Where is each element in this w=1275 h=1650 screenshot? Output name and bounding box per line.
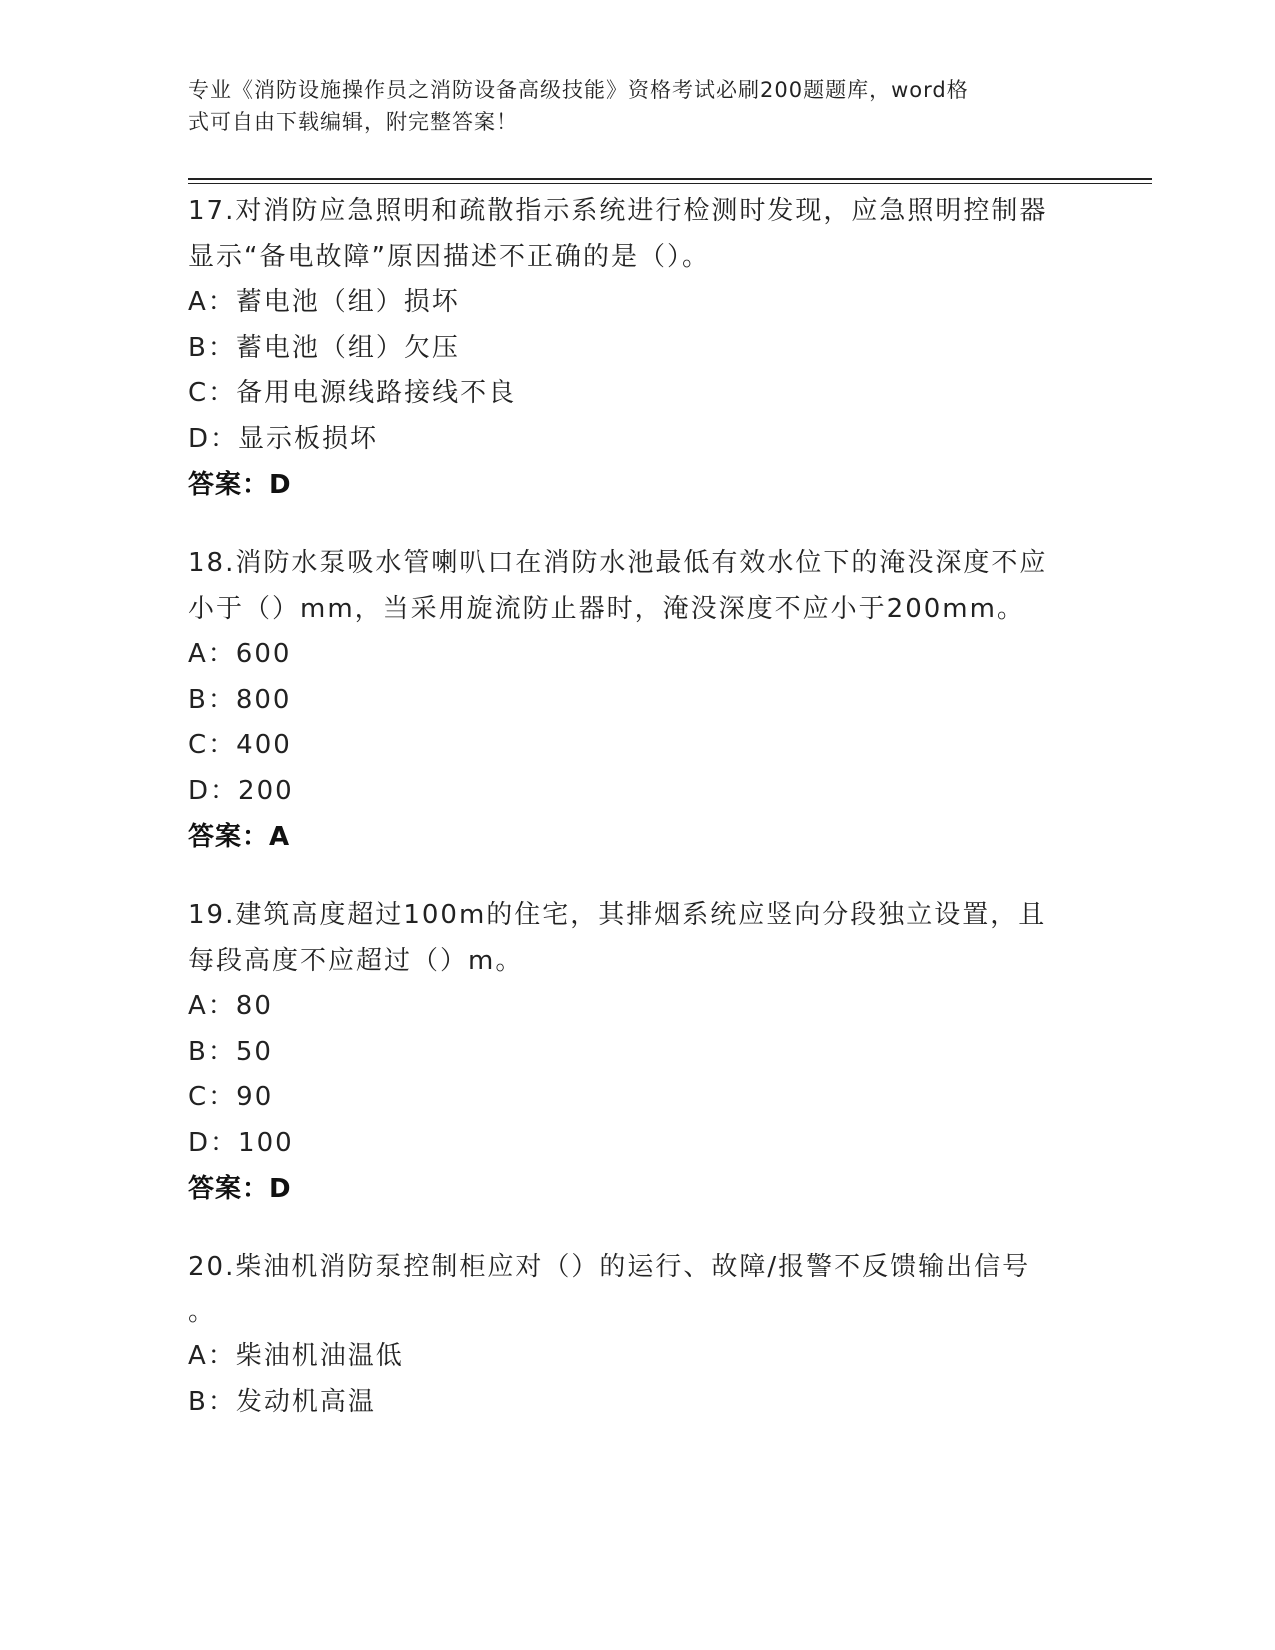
question-text-line: 小于（）mm，当采用旋流防止器时，淹没深度不应小于200mm。 xyxy=(188,594,1025,624)
option-b: B：发动机高温 xyxy=(188,1386,376,1417)
question-text-line: 18.消防水泵吸水管喇叭口在消防水池最低有效水位下的淹没深度不应 xyxy=(188,548,1048,578)
header-divider-thin xyxy=(188,183,1152,184)
header-line-2: 式可自由下载编辑，附完整答案！ xyxy=(188,110,518,134)
question-text-line: 。 xyxy=(188,1297,217,1327)
option-a: A：600 xyxy=(188,639,292,669)
answer-label: 答案：A xyxy=(188,822,291,852)
option-c: C：备用电源线路接线不良 xyxy=(188,378,517,408)
answer-label: 答案：D xyxy=(188,470,292,500)
question-text-line: 每段高度不应超过（）m。 xyxy=(188,946,524,976)
option-c: C：90 xyxy=(188,1082,274,1112)
option-d: D：100 xyxy=(188,1127,294,1158)
question-text-line: 17.对消防应急照明和疏散指示系统进行检测时发现，应急照明控制器 xyxy=(188,196,1048,226)
option-a: A：柴油机油温低 xyxy=(188,1341,404,1371)
option-c: C：400 xyxy=(188,730,292,760)
question-list xyxy=(188,188,1088,1457)
question-text-line: 19.建筑高度超过100m的住宅，其排烟系统应竖向分段独立设置，且 xyxy=(188,900,1047,930)
option-a: A：蓄电池（组）损坏 xyxy=(188,287,460,317)
question-20 xyxy=(188,1244,1088,1425)
header-divider-thick xyxy=(188,178,1152,180)
option-d: D：200 xyxy=(188,775,294,806)
option-b: B：蓄电池（组）欠压 xyxy=(188,332,460,363)
answer-label: 答案：D xyxy=(188,1174,292,1204)
option-b: B：50 xyxy=(188,1036,273,1067)
option-a: A：80 xyxy=(188,991,273,1021)
question-19 xyxy=(188,892,1088,1212)
question-18 xyxy=(188,540,1088,860)
question-text-line: 20.柴油机消防泵控制柜应对（）的运行、故障/报警不反馈输出信号 xyxy=(188,1252,1031,1282)
document-header xyxy=(188,74,1068,138)
header-line-1: 专业《消防设施操作员之消防设备高级技能》资格考试必刷200题题库，word格 xyxy=(188,78,969,102)
question-17 xyxy=(188,188,1088,508)
option-d: D：显示板损坏 xyxy=(188,423,379,454)
option-b: B：800 xyxy=(188,684,292,715)
question-text-line: 显示“备电故障”原因描述不正确的是（）。 xyxy=(188,242,710,272)
